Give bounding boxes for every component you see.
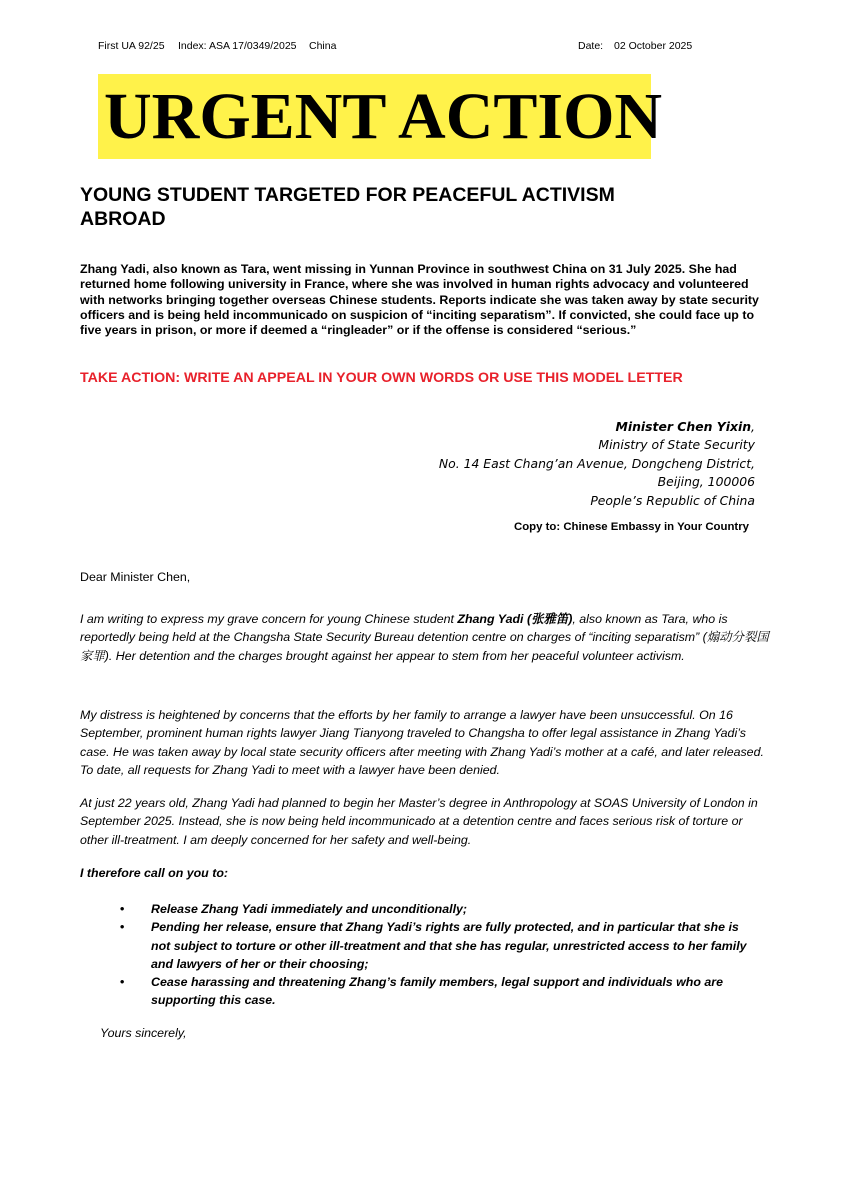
demand-item: • Release Zhang Yadi immediately and unconditionally;: [120, 902, 468, 916]
case-summary: Zhang Yadi, also known as Tara, went missing in Yunnan Province in southwest China on 31 July 2025. She had returned home following university in France, where she was involved in human rights advocacy and volunteered with networks bringing together overseas Chinese students. Reports indicate she was taken away by state security officers and is being held incommunicado on suspicion of “inciting separatism”. If convicted, she could face up to five years in prison, or more if deemed a “ringleader” or if the offense is considered “serious.”: [80, 262, 759, 338]
recipient-name: Minister Chen Yixin: [615, 419, 752, 434]
p1-rest: , also known as Tara, who is reportedly being held at the Changsha State Security Bureau detention centre on charges of “inciting separatism” (煽动分裂国家罪). Her detention and the charges brought against her appear to stem from her peaceful volunteer activism.: [80, 612, 769, 663]
index-number: Index: ASA 17/0349/2025: [178, 40, 297, 52]
take-action-heading: TAKE ACTION: WRITE AN APPEAL IN YOUR OWN WORDS OR USE THIS MODEL LETTER: [80, 370, 683, 386]
page-title: [80, 183, 720, 231]
letter-salutation: Dear Minister Chen,: [80, 570, 191, 584]
call-to-action-intro: I therefore call on you to:: [80, 866, 229, 880]
demand-item: • Pending her release, ensure that Zhang Yadi’s rights are fully protected, and in particular that she is not subject to torture or other ill-treatment and that she has regular, unrestricted access to her family and lawyers of her or their choosing;: [120, 920, 747, 971]
demand-text: Release Zhang Yadi immediately and unconditionally;: [151, 902, 468, 916]
p1-intro: I am writing to express my grave concern for young Chinese student: [80, 612, 458, 626]
title-line-1: YOUNG STUDENT TARGETED FOR PEACEFUL ACTIVISM: [80, 184, 615, 206]
date-label: Date:: [578, 40, 604, 52]
address-line-1: Ministry of State Security: [598, 437, 755, 453]
address-line-4: People’s Republic of China: [590, 492, 755, 508]
demands-list: [120, 900, 750, 1010]
address-line-2: No. 14 East Chang’an Avenue, Dongcheng District,: [438, 455, 755, 471]
date-value: 02 October 2025: [614, 40, 693, 52]
demand-text: Pending her release, ensure that Zhang Yadi’s rights are fully protected, and in particular that she is not subject to torture or other ill-treatment and that she has regular, unrestricted access to her family and lawyers of her or their choosing;: [151, 920, 747, 971]
letter-closing: Yours sincerely,: [100, 1026, 187, 1040]
letter-paragraph-2: My distress is heightened by concerns that the efforts by her family to arrange a lawyer have been unsuccessful. On 16 September, prominent human rights lawyer Jiang Tianyong traveled to Changsha to offer legal assistance in Zhang Yadi’s case. He was taken away by local state security officers after meeting with Zhang Yadi’s mother at a café, and later released. To date, all requests for Zhang Yadi to meet with a lawyer have been denied.: [80, 708, 764, 777]
student-name: Zhang Yadi (张雅笛): [457, 612, 573, 626]
copy-to-line: Copy to: Chinese Embassy in Your Country: [513, 521, 749, 533]
demand-item: • Cease harassing and threatening Zhang’s family members, legal support and individuals who are supporting this case.: [120, 975, 723, 1008]
demand-text: Cease harassing and threatening Zhang’s family members, legal support and individuals who are supporting this case.: [151, 975, 723, 1008]
urgent-action-banner: URGENT ACTION: [98, 74, 651, 159]
title-line-2: ABROAD: [80, 208, 166, 230]
ua-reference: First UA 92/25: [98, 40, 165, 52]
address-line-3: Beijing, 100006: [657, 474, 755, 490]
letter-paragraph-1: [80, 610, 772, 665]
country-label: China: [309, 40, 337, 52]
recipient-address: Minister Chen Yixin, Ministry of State Security No. 14 East Chang’an Avenue, Dongcheng District, Beijing, 100006 People’s Republic of China: [439, 418, 755, 510]
letter-paragraph-3: At just 22 years old, Zhang Yadi had planned to begin her Master’s degree in Anthropology at SOAS University of London in September 2025. Instead, she is now being held incommunicado at a detention centre and faces serious risk of torture or other ill-treatment. I am deeply concerned for her safety and well-being.: [80, 796, 758, 847]
